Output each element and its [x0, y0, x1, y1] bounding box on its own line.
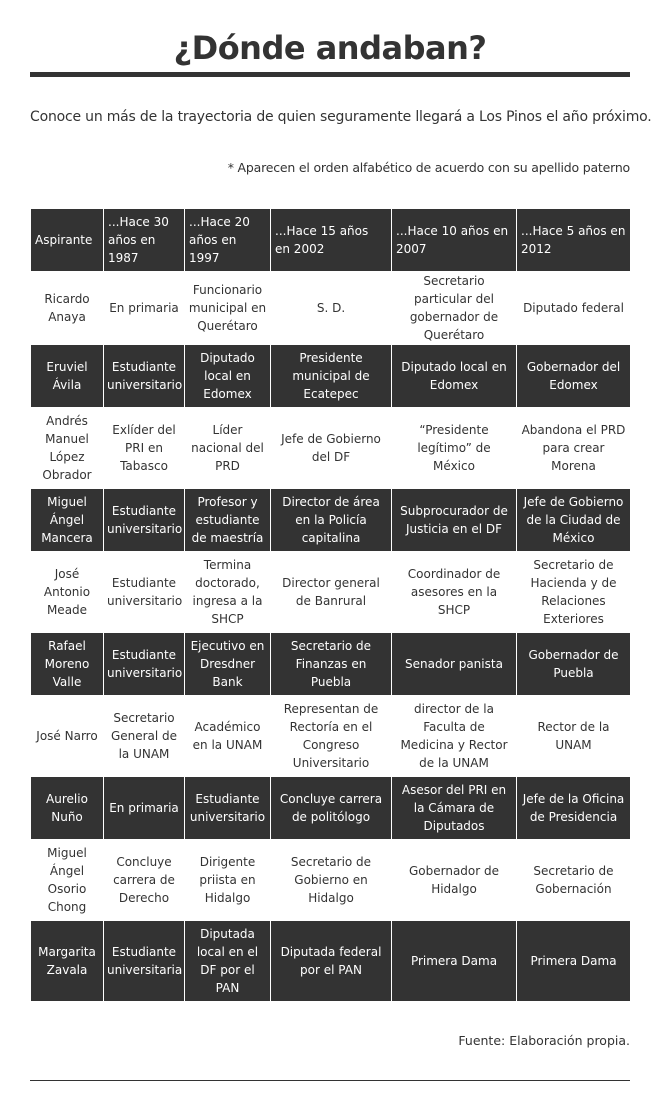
- header-2007: ...Hace 10 años en 2007: [392, 209, 517, 272]
- aspirant-name: Margarita Zavala: [31, 921, 104, 1002]
- table-row: [31, 840, 631, 921]
- table-cell: director de la Faculta de Medicina y Rector de la UNAM: [392, 696, 517, 777]
- table-cell: Asesor del PRI en la Cámara de Diputados: [392, 777, 517, 840]
- table-cell: Secretario de Finanzas en Puebla: [271, 633, 392, 696]
- table-cell: Senador panista: [392, 633, 517, 696]
- table-cell: Coordinador de asesores en la SHCP: [392, 552, 517, 633]
- table-cell: En primaria: [104, 777, 185, 840]
- table-cell: Rector de la UNAM: [517, 696, 631, 777]
- table-cell: Jefe de Gobierno de la Ciudad de México: [517, 489, 631, 552]
- table-row: [31, 777, 631, 840]
- table-row: [31, 345, 631, 408]
- table-cell: Diputada local en el DF por el PAN: [185, 921, 271, 1002]
- aspirant-name: Rafael Moreno Valle: [31, 633, 104, 696]
- table-cell: Jefe de la Oficina de Presidencia: [517, 777, 631, 840]
- table-cell: Diputada federal por el PAN: [271, 921, 392, 1002]
- table-row: [31, 921, 631, 1002]
- table-cell: Ejecutivo en Dresdner Bank: [185, 633, 271, 696]
- aspirant-name: José Narro: [31, 696, 104, 777]
- table-row: [31, 633, 631, 696]
- table-cell: Diputado local en Edomex: [185, 345, 271, 408]
- sort-note: * Aparecen el orden alfabético de acuerdo con su apellido paterno: [227, 160, 630, 175]
- table-cell: Termina doctorado, ingresa a la SHCP: [185, 552, 271, 633]
- header-2012: ...Hace 5 años en 2012: [517, 209, 631, 272]
- table-cell: “Presidente legítimo” de México: [392, 408, 517, 489]
- title-divider: [30, 72, 630, 77]
- table-cell: En primaria: [104, 272, 185, 345]
- table-cell: S. D.: [271, 272, 392, 345]
- trajectory-table: [30, 208, 631, 1002]
- table-cell: Estudiante universitaria: [104, 921, 185, 1002]
- table-cell: Funcionario municipal en Querétaro: [185, 272, 271, 345]
- table-cell: Secretario de Gobernación: [517, 840, 631, 921]
- table-cell: Exlíder del PRI en Tabasco: [104, 408, 185, 489]
- table-cell: Gobernador de Puebla: [517, 633, 631, 696]
- table-header-row: [31, 209, 631, 272]
- table-cell: Primera Dama: [517, 921, 631, 1002]
- table-row: [31, 408, 631, 489]
- table-cell: Académico en la UNAM: [185, 696, 271, 777]
- table-cell: Estudiante universitario: [104, 489, 185, 552]
- table-cell: Estudiante universitario: [104, 345, 185, 408]
- table-cell: Primera Dama: [392, 921, 517, 1002]
- table-cell: Representan de Rectoría en el Congreso Universitario: [271, 696, 392, 777]
- aspirant-name: Eruviel Ávila: [31, 345, 104, 408]
- table-row: [31, 272, 631, 345]
- header-aspirante: Aspirante: [31, 209, 104, 272]
- header-1997: ...Hace 20 años en 1997: [185, 209, 271, 272]
- table-cell: Dirigente priista en Hidalgo: [185, 840, 271, 921]
- page-title: ¿Dónde andaban?: [173, 29, 487, 67]
- table-cell: Jefe de Gobierno del DF: [271, 408, 392, 489]
- table-cell: Director de área en la Policía capitalina: [271, 489, 392, 552]
- aspirant-name: Ricardo Anaya: [31, 272, 104, 345]
- table-cell: Estudiante universitario: [104, 633, 185, 696]
- table-cell: Estudiante universitario: [104, 552, 185, 633]
- table-cell: Subprocurador de Justicia en el DF: [392, 489, 517, 552]
- table-row: [31, 696, 631, 777]
- table-cell: Estudiante universitario: [185, 777, 271, 840]
- table-cell: Secretario de Gobierno en Hidalgo: [271, 840, 392, 921]
- bottom-divider: [30, 1080, 630, 1081]
- table-row: [31, 552, 631, 633]
- table-cell: Líder nacional del PRD: [185, 408, 271, 489]
- aspirant-name: Andrés Manuel López Obrador: [31, 408, 104, 489]
- source-note: Fuente: Elaboración propia.: [458, 1033, 630, 1048]
- table-cell: Concluye carrera de politólogo: [271, 777, 392, 840]
- header-1987: ...Hace 30 años en 1987: [104, 209, 185, 272]
- aspirant-name: José Antonio Meade: [31, 552, 104, 633]
- table-cell: Gobernador de Hidalgo: [392, 840, 517, 921]
- aspirant-name: Aurelio Nuño: [31, 777, 104, 840]
- header-2002: ...Hace 15 años en 2002: [271, 209, 392, 272]
- table-cell: Director general de Banrural: [271, 552, 392, 633]
- aspirant-name: Miguel Ángel Osorio Chong: [31, 840, 104, 921]
- table-cell: Secretario particular del gobernador de Querétaro: [392, 272, 517, 345]
- table-cell: Secretario de Hacienda y de Relaciones Exteriores: [517, 552, 631, 633]
- table-cell: Presidente municipal de Ecatepec: [271, 345, 392, 408]
- table-cell: Diputado local en Edomex: [392, 345, 517, 408]
- intro-text: Conoce un más de la trayectoria de quien seguramente llegará a Los Pinos el año próximo.: [30, 109, 652, 125]
- table-cell: Abandona el PRD para crear Morena: [517, 408, 631, 489]
- table-row: [31, 489, 631, 552]
- table-cell: Gobernador del Edomex: [517, 345, 631, 408]
- aspirant-name: Miguel Ángel Mancera: [31, 489, 104, 552]
- table-cell: Secretario General de la UNAM: [104, 696, 185, 777]
- table-cell: Profesor y estudiante de maestría: [185, 489, 271, 552]
- table-cell: Diputado federal: [517, 272, 631, 345]
- table-cell: Concluye carrera de Derecho: [104, 840, 185, 921]
